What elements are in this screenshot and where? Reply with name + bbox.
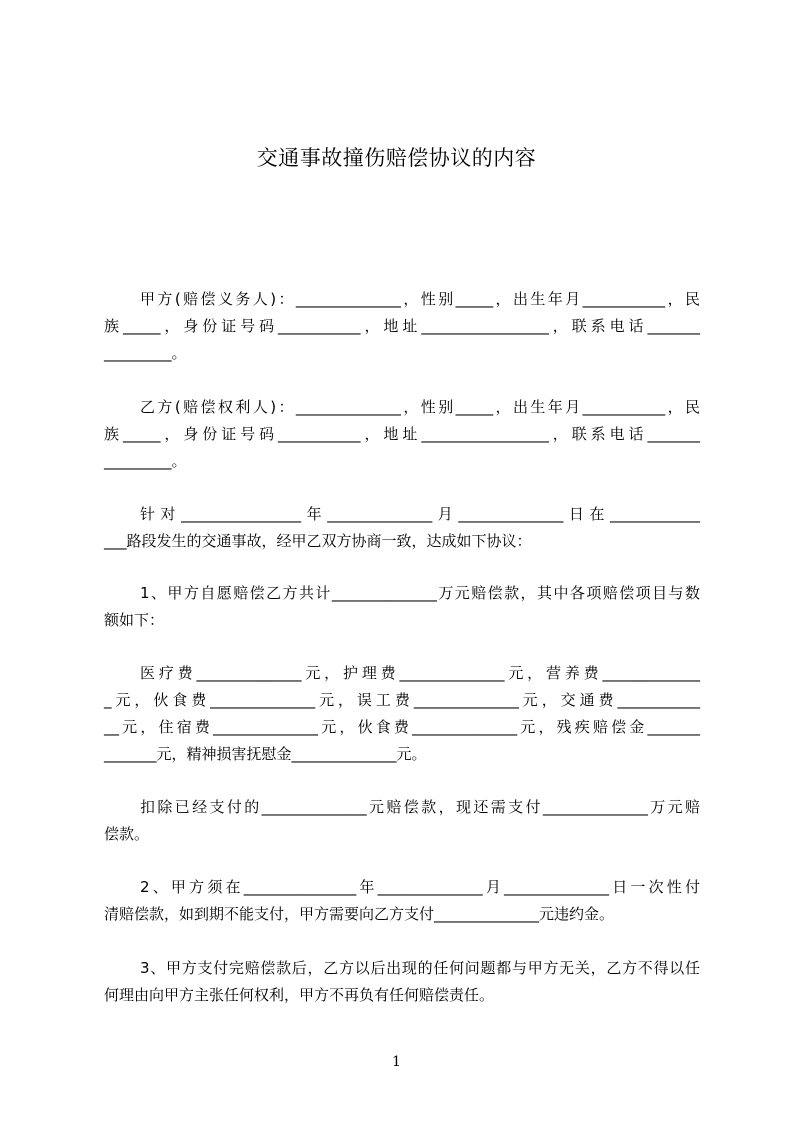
text-line: 甲方(赔偿义务人)：______________，性别_____，出生年月___________，民 bbox=[140, 290, 700, 308]
text-line: 族_____，身份证号码___________，地址_________________，联系电话_______ bbox=[104, 425, 700, 443]
text-line: 扣除已经支付的______________元赔偿款，现还需支付______________万元赔 bbox=[140, 798, 700, 816]
text-line: 1、甲方自愿赔偿乙方共计______________万元赔偿款，其中各项赔偿项目与数 bbox=[140, 584, 700, 602]
text-line: 2、甲方须在_______________年______________月______________日一次性付 bbox=[140, 878, 700, 896]
text-line: 针对________________年______________月______________日在____________ bbox=[140, 505, 700, 523]
text-line: _________。 bbox=[104, 452, 187, 470]
text-line: __元，住宿费______________元，伙食费______________元，残疾赔偿金_______ bbox=[104, 718, 700, 736]
text-line: 医疗费______________元，护理费______________元，营养费_____________ bbox=[140, 664, 700, 682]
clause-2-paragraph bbox=[104, 874, 700, 928]
text-line: 3、甲方支付完赔偿款后，乙方以后出现的任何问题都与甲方无关，乙方不得以任 bbox=[140, 959, 700, 977]
party-a-paragraph bbox=[104, 286, 700, 367]
text-line: 额如下： bbox=[104, 611, 165, 629]
text-line: 族_____，身份证号码___________，地址_________________，联系电话_______ bbox=[104, 317, 700, 335]
deduction-paragraph bbox=[104, 794, 700, 848]
text-line: _________。 bbox=[104, 344, 187, 362]
text-line: _元，伙食费______________元，误工费______________元，交通费___________ bbox=[104, 691, 700, 709]
text-line: 何理由向甲方主张任何权利，甲方不再负有任何赔偿责任。 bbox=[104, 986, 495, 1004]
page-number: 1 bbox=[392, 1054, 401, 1070]
compensation-items-paragraph bbox=[104, 660, 700, 768]
party-b-paragraph bbox=[104, 394, 700, 475]
text-line: _______元，精神损害抚慰金______________元。 bbox=[104, 745, 427, 763]
text-line: 乙方(赔偿权利人)：______________，性别_____，出生年月___________，民 bbox=[140, 398, 700, 416]
clause-3-paragraph bbox=[104, 955, 700, 1009]
text-line: ___路段发生的交通事故，经甲乙双方协商一致，达成如下协议： bbox=[104, 532, 532, 550]
document-title: 交通事故撞伤赔偿协议的内容 bbox=[256, 146, 537, 170]
clause-1-paragraph bbox=[104, 580, 700, 634]
incident-paragraph bbox=[104, 501, 700, 555]
text-line: 清赔偿款，如到期不能支付，甲方需要向乙方支付______________元违约金。 bbox=[104, 905, 615, 923]
text-line: 偿款。 bbox=[104, 825, 150, 843]
